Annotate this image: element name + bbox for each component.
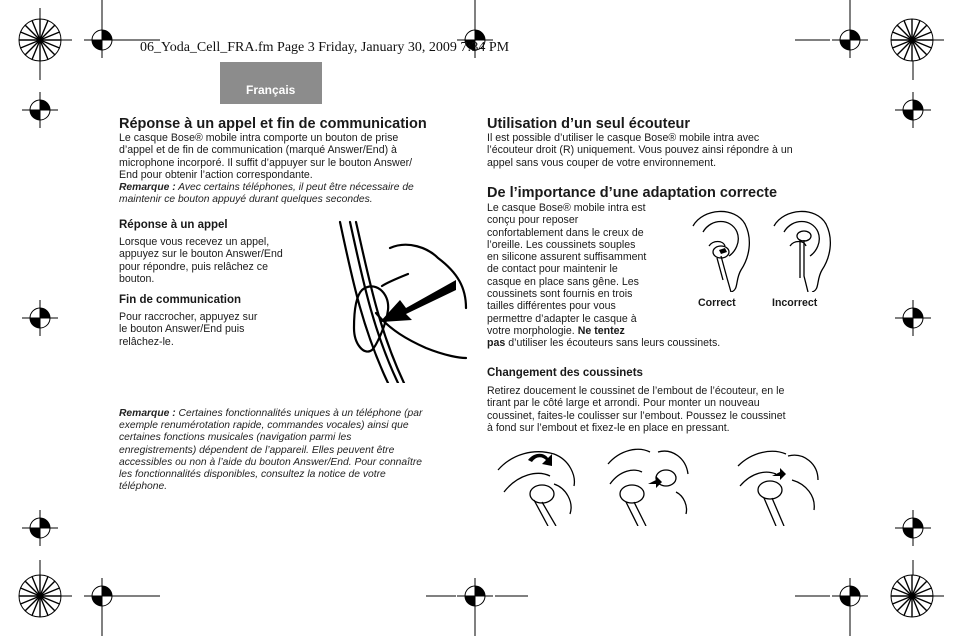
fit-line: Le casque Bose® mobile intra est: [487, 202, 646, 214]
answer-line: Lorsque vous recevez un appel,: [119, 236, 270, 248]
end-line: relâchez-le.: [119, 335, 174, 348]
fit-line: de contact pour maintenir le: [487, 263, 618, 276]
remark-1-line: Avec certains téléphones, il peut être nécessaire de: [178, 182, 414, 194]
language-tab: [220, 62, 322, 104]
remark-2-line: Certaines fonctionnalités uniques à un téléphone (par: [178, 408, 423, 419]
registration-mark-right-lower: [895, 510, 931, 546]
change-paragraph: [487, 385, 837, 434]
answer-line: bouton.: [119, 272, 155, 285]
registration-mark-bottom-center: [457, 578, 493, 614]
intro-line: Le casque Bose® mobile intra comporte un bouton de prise: [119, 132, 399, 144]
starburst-mark-bottom-left: [18, 574, 62, 618]
registration-mark-bottom-left: [84, 578, 120, 614]
remark-2-line: accessibles ou non à l’aide du bouton Answer/End. Pour connaître: [119, 456, 422, 468]
registration-mark-top-left: [84, 22, 120, 58]
caption-correct: Correct: [698, 297, 736, 309]
single-earbud-section: [487, 117, 837, 169]
registration-mark-top-right: [832, 22, 868, 58]
starburst-mark-top-left: [18, 18, 62, 62]
file-header-line: 06_Yoda_Cell_FRA.fm Page 3 Friday, January 30, 2009 7:34 PM: [140, 40, 510, 55]
section-title-fit: De l’importance d’une adaptation correcte: [487, 185, 778, 201]
ear-fit-incorrect-illustration: [764, 206, 834, 292]
intro-paragraph: [119, 132, 469, 181]
remark-1: [119, 182, 469, 206]
end-heading: Fin de communication: [119, 294, 242, 307]
fit-line: permettre d’adapter le casque à: [487, 312, 637, 325]
section-title-single-earbud: Utilisation d’un seul écouteur: [487, 116, 691, 132]
fit-line: tailles différentes pour vous: [487, 300, 616, 313]
language-tab-label: Français: [246, 83, 296, 97]
fit-warning-bold: Ne tentez: [577, 324, 625, 337]
intro-line: microphone incorporé. Il suffit d’appuyer sur le bouton Answer/: [119, 156, 413, 169]
left-column: [119, 117, 469, 207]
intro-line: d’appel et de fin de communication (marqué Answer/End) à: [119, 144, 397, 157]
remark-2-line: enregistrements) dépendent de l’appareil. Elles peuvent être: [119, 444, 395, 456]
change-line: Retirez doucement le coussinet de l’embout de l’écouteur, en le: [487, 385, 785, 397]
change-heading: Changement des coussinets: [487, 367, 643, 379]
answer-button-illustration: [338, 218, 468, 383]
end-line: le bouton Answer/End puis: [119, 323, 245, 336]
answer-line: appuyez sur le bouton Answer/End: [119, 248, 283, 261]
registration-mark-right-middle: [895, 300, 931, 336]
starburst-mark-bottom-right: [890, 574, 934, 618]
remark-2: [119, 408, 471, 493]
fit-line: coussinets sont fournis en trois: [487, 288, 633, 301]
end-paragraph: [119, 311, 319, 348]
remark-2-line: certaines fonctions musicales (navigation parmi les: [119, 432, 352, 444]
registration-mark-right-upper: [895, 92, 931, 128]
registration-mark-left-upper: [22, 92, 58, 128]
tip-change-step-1-illustration: [494, 440, 578, 526]
remark-1-label: Remarque :: [119, 182, 176, 194]
fit-line: confortablement dans le creux de: [487, 226, 644, 239]
change-line: coussinet, faites-le coulisser sur l’embout. Poussez le coussinet: [487, 409, 786, 422]
intro-line: End pour obtenir l’action correspondante.: [119, 168, 313, 181]
answer-paragraph: [119, 236, 319, 285]
fit-line: en silicone assurent suffisamment: [487, 251, 647, 264]
remark-2-line: téléphone.: [119, 481, 168, 493]
fit-line: casque en place sans gêne. Les: [487, 275, 639, 288]
registration-mark-left-lower: [22, 510, 58, 546]
remark-1-line: maintenir ce bouton appuyé durant quelques secondes.: [119, 194, 373, 206]
caption-incorrect: Incorrect: [772, 297, 818, 309]
answer-heading: Réponse à un appel: [119, 219, 228, 231]
section-title-answer-call: Réponse à un appel et fin de communication: [119, 116, 427, 132]
answer-block: [119, 218, 319, 348]
starburst-mark-top-right: [890, 18, 934, 62]
registration-mark-bottom-right: [832, 578, 868, 614]
change-line: tirant par le côté large et arrondi. Pour monter un nouveau: [487, 397, 760, 410]
fit-line: conçu pour reposer: [487, 214, 579, 227]
single-paragraph: [487, 132, 837, 169]
fit-warning-bold-2: pas: [487, 337, 506, 350]
change-line: à fond sur l’embout et fixez-le en place en pressant.: [487, 421, 730, 434]
ear-fit-correct-illustration: [683, 206, 753, 292]
fit-line-last: d’utiliser les écouteurs sans leurs coussinets.: [505, 337, 721, 350]
registration-mark-left-middle: [22, 300, 58, 336]
remark-2-line: les fonctionnalités disponibles, consultez la notice de votre: [119, 469, 386, 481]
remark-2-label: Remarque :: [119, 408, 176, 419]
fit-line: l’oreille. Les coussinets souples: [487, 238, 636, 251]
tip-change-step-2-illustration: [606, 440, 690, 526]
remark-2-line: exemple renumérotation rapide, commandes vocales) ainsi que: [119, 420, 409, 432]
end-line: Pour raccrocher, appuyez sur: [119, 311, 258, 324]
single-line: l’écouteur droit (R) uniquement. Vous pouvez ainsi répondre à un: [487, 144, 793, 157]
tip-change-step-3-illustration: [736, 440, 820, 526]
single-line: appel sans vous couper de votre environnement.: [487, 156, 717, 169]
single-line: Il est possible d’utiliser le casque Bose® mobile intra avec: [487, 132, 760, 144]
fit-line: votre morphologie.: [487, 324, 575, 337]
change-tips-section: [487, 366, 837, 434]
remark-2-block: [119, 408, 471, 493]
answer-line: pour répondre, puis relâchez ce: [119, 260, 268, 273]
